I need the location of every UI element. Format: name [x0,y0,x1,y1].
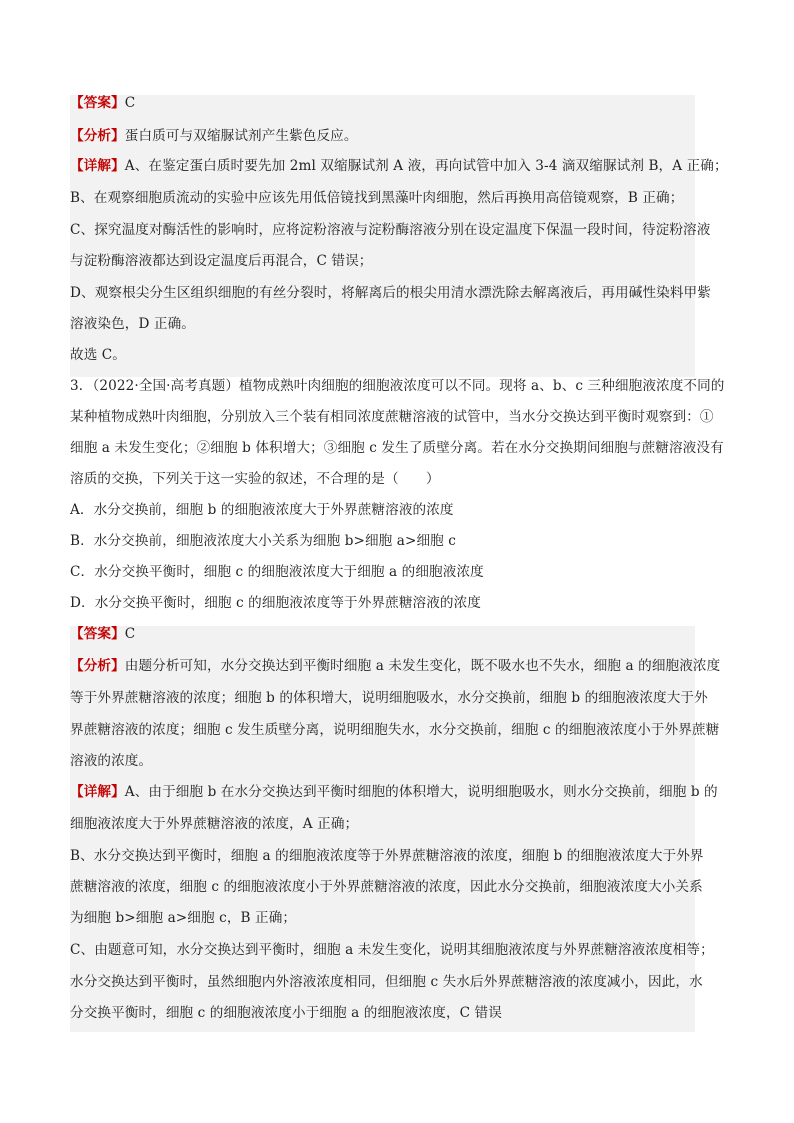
line-text: 水分交换达到平衡时，虽然细胞内外溶液浓度相同，但细胞 c 失水后外界蔗糖溶液的浓度减小，因此，水 [70,974,703,990]
text-line [70,593,481,613]
text-line [70,126,358,146]
text-line [70,220,710,240]
text-line [70,407,714,427]
line-text: 细胞液浓度大于外界蔗糖溶液的浓度，A 正确； [70,816,359,832]
line-text: 分交换平衡时，细胞 c 的细胞液浓度小于细胞 a 的细胞液浓度，C 错误 [70,1005,502,1021]
text-line [70,972,703,992]
text-line [70,156,728,176]
text-line [70,877,703,897]
text-line [70,188,683,208]
line-text: 由题分析可知，水分交换达到平衡时细胞 a 未发生变化，既不吸水也不失水，细胞 a 的细胞液浓度 [124,658,721,674]
line-text: 细胞 a 未发生变化；②细胞 b 体积增大；③细胞 c 发生了质壁分离。若在水分交换期间细胞与蔗糖溶液没有 [70,440,724,456]
line-text: C．水分交换平衡时，细胞 c 的细胞液浓度大于细胞 a 的细胞液浓度 [70,564,484,580]
line-text: 故选 C。 [70,347,127,363]
text-line [70,846,704,866]
line-text: 为细胞 b>细胞 a>细胞 c，B 正确； [70,910,297,926]
section-tag: 【分析】 [70,658,125,674]
text-line [70,688,708,708]
line-text: D、观察根尖分生区组织细胞的有丝分裂时，将解离后的根尖用清水漂洗除去解离液后，再用碱性染料甲紫 [70,285,711,301]
text-line [70,562,484,582]
text-line [70,814,358,834]
section-tag: 【详解】 [70,158,125,174]
text-line [70,93,135,113]
line-text: 界蔗糖溶液的浓度；细胞 c 发生质壁分离，说明细胞失水，水分交换前，细胞 c 的细胞液浓度小于外界蔗糖 [70,722,720,738]
line-text: 蛋白质可与双缩脲试剂产生紫色反应。 [124,128,358,144]
line-text: 溶液染色，D 正确。 [70,316,195,332]
line-text: C、由题意可知，水分交换达到平衡时，细胞 a 未发生变化，说明其细胞液浓度与外界蔗糖溶液浓度相等； [70,942,714,958]
text-line [70,624,135,644]
line-text: A、由于细胞 b 在水分交换达到平衡时细胞的体积增大，说明细胞吸水，则水分交换前，细胞 b 的 [124,784,718,800]
text-line [70,469,440,489]
section-tag: 【答案】 [70,626,125,642]
text-line [70,314,195,334]
line-text: 溶液的浓度。 [70,753,153,769]
text-line [70,345,126,365]
line-text: B、在观察细胞质流动的实验中应该先用低倍镜找到黑藻叶肉细胞，然后再换用高倍镜观察，B 正确； [70,190,684,206]
text-line [70,531,456,551]
line-text: C、探究温度对酶活性的影响时，应将淀粉溶液与淀粉酶溶液分别在设定温度下保温一段时间，待淀粉溶液 [70,222,711,238]
line-text: D．水分交换平衡时，细胞 c 的细胞液浓度等于外界蔗糖溶液的浓度 [70,595,481,611]
text-line [70,782,718,802]
line-text: 3．（2022·全国·高考真题）植物成熟叶肉细胞的细胞液浓度可以不同。现将 a、b、c 三种细胞液浓度不同的 [70,378,725,394]
line-text: B、水分交换达到平衡时，细胞 a 的细胞液浓度等于外界蔗糖溶液的浓度，细胞 b 的细胞液浓度大于外界 [70,848,704,864]
text-line [70,720,719,740]
text-line [70,376,724,396]
text-line [70,751,152,771]
text-line [70,251,373,271]
line-text: C [124,95,136,111]
text-line [70,283,711,303]
line-text: 溶质的交换，下列关于这一实验的叙述，不合理的是（ ） [70,471,440,487]
line-text: 某种植物成熟叶肉细胞，分别放入三个装有相同浓度蔗糖溶液的试管中，当水分交换达到平衡时观察到：① [70,409,714,425]
line-text: A、在鉴定蛋白质时要先加 2ml 双缩脲试剂 A 液，再向试管中加入 3-4 滴双缩脲试剂 B，A 正确； [124,158,728,174]
text-line [70,656,720,676]
section-tag: 【答案】 [70,95,125,111]
section-tag: 【详解】 [70,784,125,800]
text-line [70,908,296,928]
line-text: 与淀粉酶溶液都达到设定温度后再混合，C 错误； [70,253,373,269]
text-line [70,500,454,520]
text-line [70,438,724,458]
section-tag: 【分析】 [70,128,125,144]
line-text: 等于外界蔗糖溶液的浓度；细胞 b 的体积增大，说明细胞吸水，水分交换前，细胞 b 的细胞液浓度大于外 [70,690,708,706]
line-text: 蔗糖溶液的浓度，细胞 c 的细胞液浓度小于外界蔗糖溶液的浓度，因此水分交换前，细胞液浓度大小关系 [70,879,703,895]
line-text: C [124,626,136,642]
text-line [70,1003,502,1023]
line-text: A．水分交换前，细胞 b 的细胞液浓度大于外界蔗糖溶液的浓度 [70,502,454,518]
line-text: B．水分交换前，细胞液浓度大小关系为细胞 b>细胞 a>细胞 c [70,533,457,549]
text-line [70,940,714,960]
